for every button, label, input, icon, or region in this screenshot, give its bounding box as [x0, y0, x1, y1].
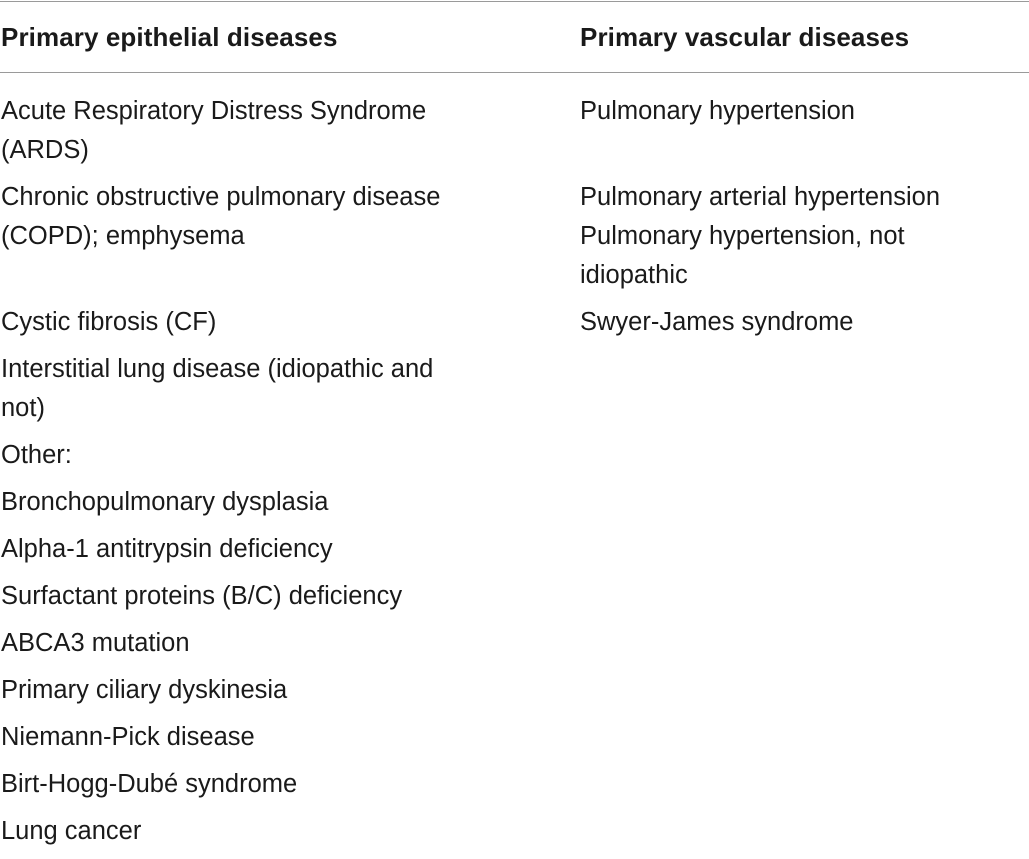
epithelial-text: ABCA3 mutation: [1, 629, 190, 657]
vascular-cell: [580, 92, 1029, 178]
epithelial-cell: [0, 577, 580, 624]
epithelial-cell: [0, 530, 580, 577]
vascular-cell: [580, 624, 1029, 671]
table-row: [0, 765, 1029, 812]
epithelial-text: Cystic fibrosis (CF): [1, 308, 217, 336]
table-row: [0, 303, 1029, 350]
epithelial-cell: [0, 765, 580, 812]
table-row: [0, 530, 1029, 577]
epithelial-cell: [0, 718, 580, 765]
table-row: [0, 178, 1029, 303]
vascular-text: Swyer-James syndrome: [580, 308, 854, 336]
vascular-cell: [580, 303, 1029, 350]
vascular-cell: [580, 436, 1029, 483]
epithelial-text: Bronchopulmonary dysplasia: [1, 488, 329, 516]
table-row: [0, 812, 1029, 859]
epithelial-cell: [0, 350, 580, 436]
epithelial-text: Surfactant proteins (B/C) deficiency: [1, 582, 403, 610]
vascular-cell: [580, 577, 1029, 624]
epithelial-cell: [0, 436, 580, 483]
table-row: [0, 92, 1029, 178]
epithelial-cell: [0, 812, 580, 859]
table-row: [0, 624, 1029, 671]
vascular-text: Pulmonary hypertension, not: [580, 222, 905, 250]
vascular-text: idiopathic: [580, 261, 688, 289]
vascular-cell: [580, 178, 1029, 303]
epithelial-text: (ARDS): [1, 136, 89, 164]
table-body: [0, 73, 1029, 859]
epithelial-cell: [0, 624, 580, 671]
table-row: [0, 436, 1029, 483]
epithelial-text: Niemann-Pick disease: [1, 723, 255, 751]
epithelial-text: Acute Respiratory Distress Syndrome: [1, 97, 427, 125]
epithelial-cell: [0, 671, 580, 718]
epithelial-text: Other:: [1, 441, 72, 469]
table-row: [0, 483, 1029, 530]
vascular-cell: [580, 812, 1029, 859]
epithelial-cell: [0, 483, 580, 530]
header-vascular: Primary vascular diseases: [580, 22, 910, 52]
epithelial-text: Primary ciliary dyskinesia: [1, 676, 288, 704]
table-row: [0, 718, 1029, 765]
epithelial-cell: [0, 303, 580, 350]
vascular-text: Pulmonary arterial hypertension: [580, 183, 941, 211]
vascular-cell: [580, 671, 1029, 718]
table-row: [0, 577, 1029, 624]
vascular-cell: [580, 350, 1029, 436]
vascular-text: Pulmonary hypertension: [580, 97, 855, 125]
vascular-cell: [580, 483, 1029, 530]
header-epithelial: Primary epithelial diseases: [1, 22, 338, 52]
table-row: [0, 671, 1029, 718]
disease-table: [0, 1, 1029, 859]
epithelial-cell: [0, 178, 580, 303]
epithelial-text: not): [1, 394, 45, 422]
epithelial-text: (COPD); emphysema: [1, 222, 245, 250]
epithelial-text: Lung cancer: [1, 817, 142, 845]
epithelial-text: Alpha-1 antitrypsin deficiency: [1, 535, 333, 563]
vascular-cell: [580, 718, 1029, 765]
table-row: [0, 350, 1029, 436]
vascular-cell: [580, 765, 1029, 812]
epithelial-cell: [0, 92, 580, 178]
epithelial-text: Chronic obstructive pulmonary disease: [1, 183, 441, 211]
epithelial-text: Interstitial lung disease (idiopathic and: [1, 355, 434, 383]
vascular-cell: [580, 530, 1029, 577]
epithelial-text: Birt-Hogg-Dubé syndrome: [1, 770, 298, 798]
table-header-row: [0, 2, 1029, 73]
